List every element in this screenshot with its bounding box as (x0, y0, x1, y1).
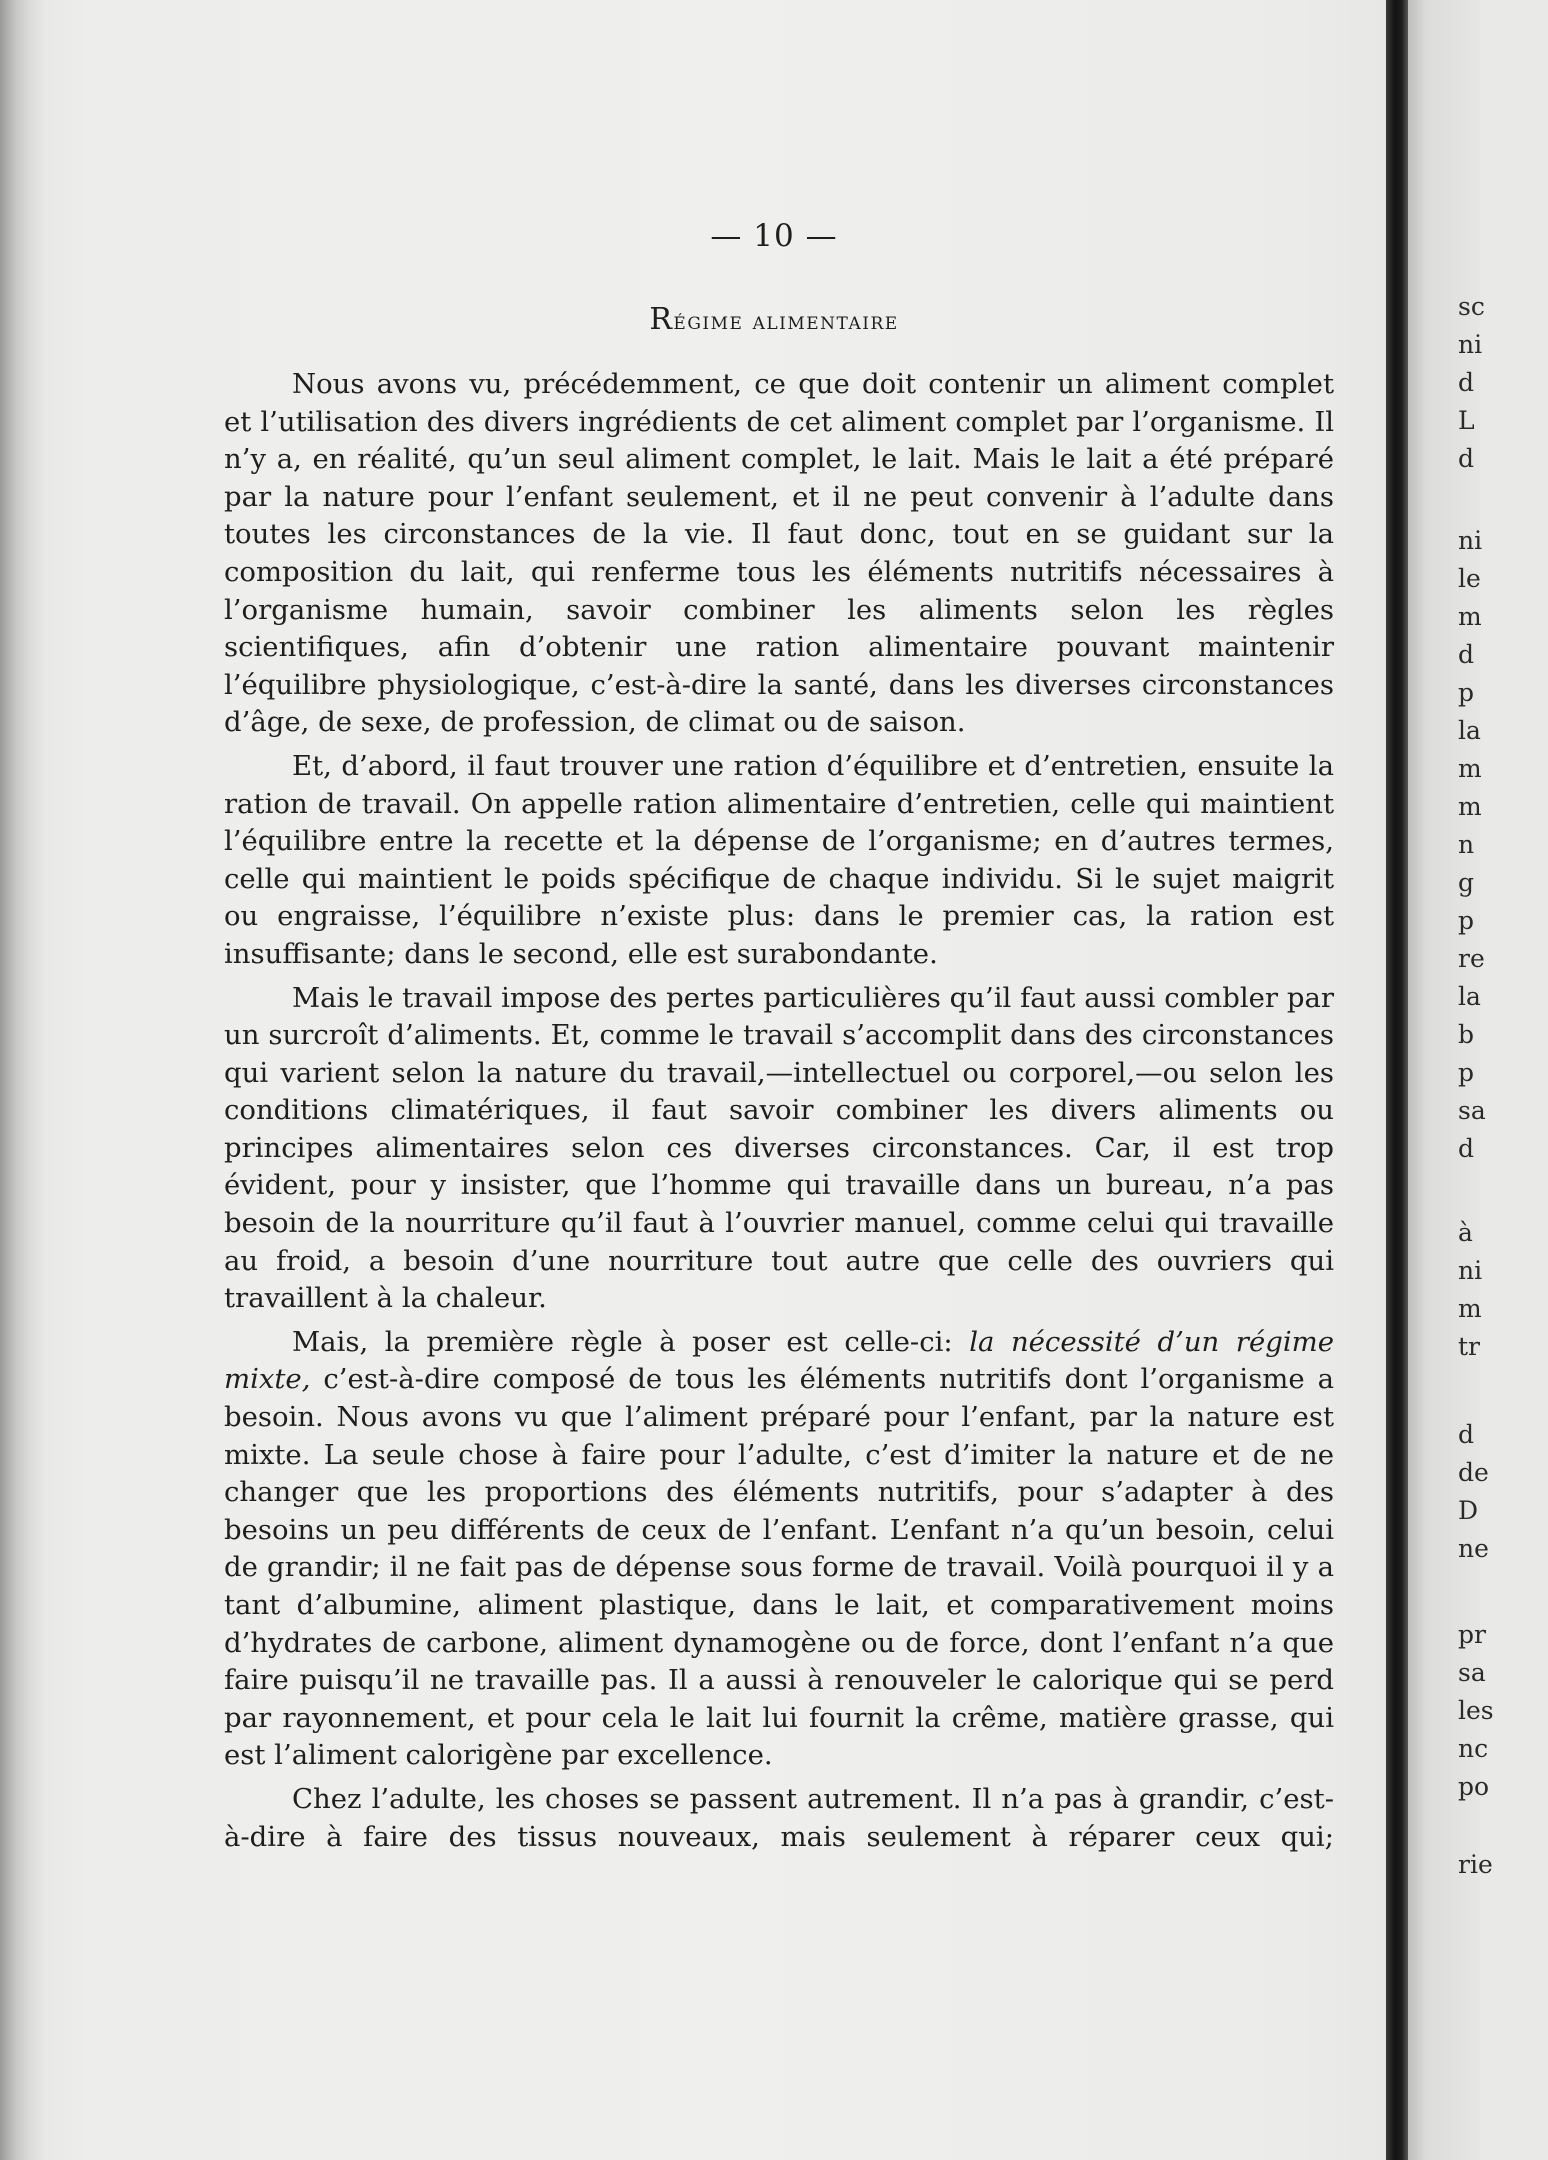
facing-page-fragment: tr (1458, 1332, 1480, 1361)
facing-page-fragment: sa (1458, 1096, 1486, 1125)
facing-page-fragment: nc (1458, 1734, 1489, 1763)
facing-page-fragment: m (1458, 792, 1482, 821)
facing-page-text (1458, 0, 1494, 2160)
facing-page-fragment: sc (1458, 292, 1485, 321)
facing-page-fragment: de (1458, 1458, 1489, 1487)
facing-page-fragment: m (1458, 754, 1482, 783)
facing-page-fragment: p (1458, 678, 1475, 707)
facing-page-fragment: p (1458, 1058, 1475, 1087)
facing-page-fragment: d (1458, 444, 1475, 473)
facing-page-fragment: n (1458, 830, 1475, 859)
paragraph-text: Mais, la première règle à poser est celle-ci: (292, 1325, 970, 1358)
facing-page-fragment: ne (1458, 1534, 1489, 1563)
facing-page-fragment: p (1458, 906, 1475, 935)
paragraph (224, 1324, 1334, 1775)
paragraph: Chez l’adulte, les choses se passent autrement. Il n’a pas à grandir, c’est-à-dire à faire des tissus nouveaux, mais seulement à réparer ceux qui; (224, 1782, 1334, 1853)
facing-page-fragment: d (1458, 640, 1475, 669)
body-text (224, 366, 1334, 1856)
facing-page-fragment: po (1458, 1772, 1490, 1801)
facing-page-fragment: pr (1458, 1620, 1486, 1649)
facing-page-fragment: m (1458, 1294, 1482, 1323)
facing-page-fragment: b (1458, 1020, 1475, 1049)
facing-page-fragment: à (1458, 1218, 1473, 1247)
paragraph: Mais le travail impose des pertes particulières qu’il faut aussi combler par un surcroît d’aliments. Et, comme le travail s’accomplit dans des circonstances qui varient selon la nature du travail,—intellectuel ou corporel,—ou selon les conditions climatériques, il faut savoir combiner les divers aliments ou principes alimentaires selon ces diverses circonstances. Car, il est trop évident, pour y insister, que l’homme qui travaille dans un bureau, n’a pas besoin de la nourriture qu’il faut à l’ouvrier manuel, comme celui qui travaille au froid, a besoin d’une nourriture tout autre que celle des ouvriers qui travaillent à la chaleur. (224, 981, 1334, 1315)
facing-page-fragment: la (1458, 716, 1481, 745)
facing-page-fragment: ni (1458, 1256, 1483, 1285)
facing-page-fragment: d (1458, 1134, 1475, 1163)
facing-page-fragment: le (1458, 564, 1481, 593)
facing-page-fragment: m (1458, 602, 1482, 631)
emphasis-text: la nécessité d’un régime mixte, (224, 1325, 1334, 1396)
facing-page-fragment: les (1458, 1696, 1494, 1725)
facing-page-fragment: ni (1458, 526, 1483, 555)
facing-page-fragment: la (1458, 982, 1481, 1011)
facing-page-fragment: ni (1458, 330, 1483, 359)
facing-page-fragment: rie (1458, 1850, 1493, 1879)
facing-page-fragment: L (1458, 406, 1475, 435)
facing-page-fragment: re (1458, 944, 1485, 973)
paragraph: Nous avons vu, précédemment, ce que doit contenir un aliment complet et l’utilisation des divers ingrédients de cet aliment complet par l’organisme. Il n’y a, en réalité, qu’un seul aliment complet, le lait. Mais le lait a été préparé par la nature pour l’enfant seulement, et il ne peut convenir à l’adulte dans toutes les circonstances de la vie. Il faut donc, tout en se guidant sur la composition du lait, qui renferme tous les éléments nutritifs nécessaires à l’organisme humain, savoir combiner les aliments selon les règles scientifiques, afin d’obtenir une ration alimentaire pouvant maintenir l’équilibre physiologique, c’est-à-dire la santé, dans les diverses circonstances d’âge, de sexe, de profession, de climat ou de saison. (224, 368, 1334, 739)
facing-page-fragment: d (1458, 368, 1475, 397)
facing-page-fragment: sa (1458, 1658, 1486, 1687)
facing-page-fragment: g (1458, 868, 1475, 897)
facing-page-fragment: d (1458, 1420, 1475, 1449)
section-title: Régime alimentaire (649, 302, 899, 337)
paragraph-text: c’est-à-dire composé de tous les éléments nutritifs dont l’organisme a besoin. Nous avons vu que l’aliment préparé pour l’enfant, par la nature est mixte. La seule chose à faire pour l’adulte, c’est d’imiter la nature et de ne changer que les proportions des éléments nutritifs, pour s’adapter à des besoins un peu différents de ceux de l’enfant. L’enfant n’a qu’un besoin, celui de grandir; il ne fait pas de dépense sous forme de travail. Voilà pourquoi il y a tant d’albumine, aliment plastique, dans le lait, et comparativement moins d’hydrates de carbone, aliment dynamogène ou de force, dont l’enfant n’a que faire puisqu’il ne travaille pas. Il a aussi à renouveler le calorique qui se perd par rayonnement, et pour cela le lait lui fournit la crême, matière grasse, qui est l’aliment calorigène par excellence. (224, 1363, 1334, 1772)
facing-page-fragment: D (1458, 1496, 1479, 1525)
paragraph: Et, d’abord, il faut trouver une ration d’équilibre et d’entretien, ensuite la ration de travail. On appelle ration alimentaire d’entretien, celle qui maintient l’équilibre entre la recette et la dépense de l’organisme; en d’autres termes, celle qui maintient le poids spécifique de chaque individu. Si le sujet maigrit ou engraisse, l’équilibre n’existe plus: dans le premier cas, la ration est insuffisante; dans le second, elle est surabondante. (224, 749, 1334, 970)
page-number: — 10 — (710, 218, 838, 254)
